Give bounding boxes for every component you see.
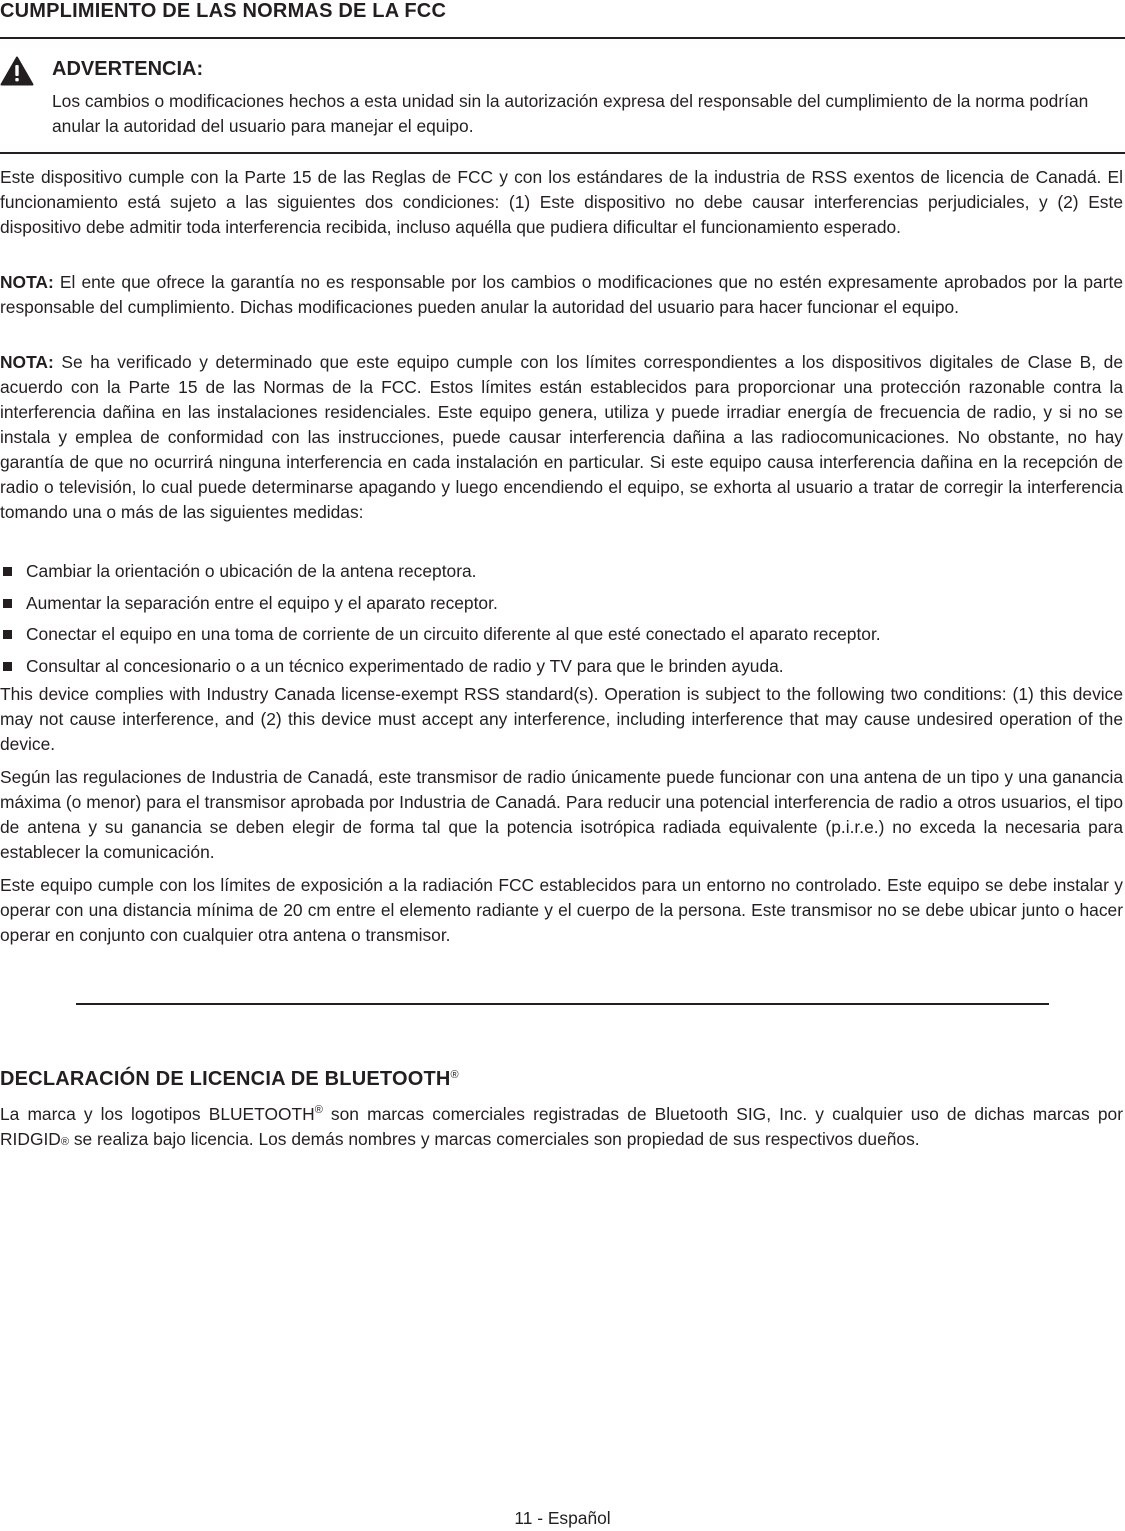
- list-item-text: Conectar el equipo en una toma de corriente de un circuito diferente al que esté conectado el aparato receptor.: [26, 624, 881, 644]
- title-rule: [0, 37, 1125, 39]
- list-item: [0, 559, 1123, 591]
- registered-mark: ®: [60, 1136, 69, 1148]
- fcc-section-title: CUMPLIMIENTO DE LAS NORMAS DE LA FCC: [0, 0, 447, 22]
- bullet-square-icon: [3, 599, 12, 608]
- bluetooth-text-2: son marcas comerciales registradas de Bluetooth SIG, Inc. y cualquier uso de dichas marcas por RIDGID: [0, 1104, 1123, 1149]
- list-item-text: Consultar al concesionario o a un técnico experimentado de radio y TV para que le brinden ayuda.: [26, 655, 784, 676]
- note-1-paragraph: [0, 270, 1123, 320]
- bluetooth-license-paragraph: [0, 1098, 1123, 1155]
- note-1-text: El ente que ofrece la garantía no es responsable por los cambios o modificaciones que no estén expresamente aprobados por la parte responsable del cumplimiento. Dichas modificaciones pueden anular la autoridad del usuario para hacer funcionar el equipo.: [0, 272, 1123, 317]
- page-number-footer: 11 - Español: [514, 1508, 611, 1528]
- registered-mark: ®: [450, 1069, 459, 1081]
- industry-canada-paragraph: Según las regulaciones de Industria de Canadá, este transmisor de radio únicamente puede funcionar con una antena de un tipo y una ganancia máxima (o menor) para el transmisor aprobada por Industria de Canadá. Para reducir una potencial interferencia de radio a otros usuarios, el tipo de antena y su ganancia se deben elegir de forma tal que la potencia isotrópica radiada equivalente (p.i.r.e.) no exceda la necesaria para establecer la comunicación.: [0, 767, 1123, 862]
- list-item: [0, 654, 1123, 686]
- bullet-square-icon: [3, 630, 12, 639]
- measures-list: [0, 559, 1123, 685]
- bluetooth-title-text: DECLARACIÓN DE LICENCIA DE BLUETOOTH: [0, 1068, 451, 1090]
- bullet-square-icon: [3, 662, 12, 671]
- registered-mark: ®: [314, 1104, 323, 1116]
- note-2-paragraph: [0, 350, 1123, 525]
- list-item-text: Cambiar la orientación o ubicación de la antena receptora.: [26, 561, 477, 581]
- section-divider: [76, 1003, 1049, 1005]
- warning-text: Los cambios o modificaciones hechos a esta unidad sin la autorización expresa del responsable del cumplimiento de la norma podrían anular la autoridad del usuario para manejar el equipo.: [52, 91, 1089, 136]
- note-2-text: Se ha verificado y determinado que este equipo cumple con los límites correspondientes a los dispositivos digitales de Clase B, de acuerdo con la Parte 15 de las Normas de la FCC. Estos límites están establecidos para proporcionar una protección razonable contra la interferencia dañina en las instalaciones residenciales. Este equipo genera, utiliza y puede irradiar energía de frecuencia de radio, y si no se instala y emplea de conformidad con las instrucciones, puede causar interferencia dañina a las radiocomunicaciones. No obstante, no hay garantía de que no ocurrirá ninguna interferencia en cada instalación en particular. Si este equipo causa interferencia dañina en la recepción de radio o televisión, lo cual puede determinarse apagando y luego encendiendo el equipo, se exhorta al usuario a tratar de corregir la interferencia tomando una o más de las siguientes medidas:: [0, 352, 1123, 522]
- industry-canada-english-paragraph: This device complies with Industry Canada license-exempt RSS standard(s). Operation is subject to the following two conditions: (1) this device may not cause interference, and (2) this device must accept any interference, including interference that may cause undesired operation of the device.: [0, 684, 1123, 754]
- list-item: [0, 591, 1123, 623]
- warning-triangle-icon: [0, 56, 34, 86]
- bluetooth-text-3: se realiza bajo licencia. Los demás nombres y marcas comerciales son propiedad de sus respectivos dueños.: [68, 1129, 920, 1149]
- bluetooth-text-1: La marca y los logotipos BLUETOOTH: [0, 1104, 315, 1124]
- list-item: [0, 622, 1123, 654]
- note-1-label: NOTA:: [0, 272, 54, 292]
- list-item-text: Aumentar la separación entre el equipo y el aparato receptor.: [26, 592, 498, 613]
- warning-rule: [0, 152, 1125, 154]
- bluetooth-section-title: [0, 1068, 459, 1091]
- bullet-square-icon: [3, 567, 12, 576]
- radiation-exposure-paragraph: Este equipo cumple con los límites de exposición a la radiación FCC establecidos para un entorno no controlado. Este equipo se debe instalar y operar con una distancia mínima de 20 cm entre el elemento radiante y el cuerpo de la persona. Este transmisor no se debe ubicar junto o hacer operar en conjunto con cualquier otra antena o transmisor.: [0, 875, 1123, 945]
- warning-heading: ADVERTENCIA:: [52, 58, 204, 80]
- note-2-label: NOTA:: [0, 352, 54, 372]
- fcc-compliance-paragraph: Este dispositivo cumple con la Parte 15 de las Reglas de FCC y con los estándares de la industria de RSS exentos de licencia de Canadá. El funcionamiento está sujeto a las siguientes dos condiciones: (1) Este dispositivo no debe causar interferencias perjudiciales, y (2) Este dispositivo debe admitir toda interferencia recibida, incluso aquélla que pudiera dificultar el funcionamiento esperado.: [0, 167, 1123, 237]
